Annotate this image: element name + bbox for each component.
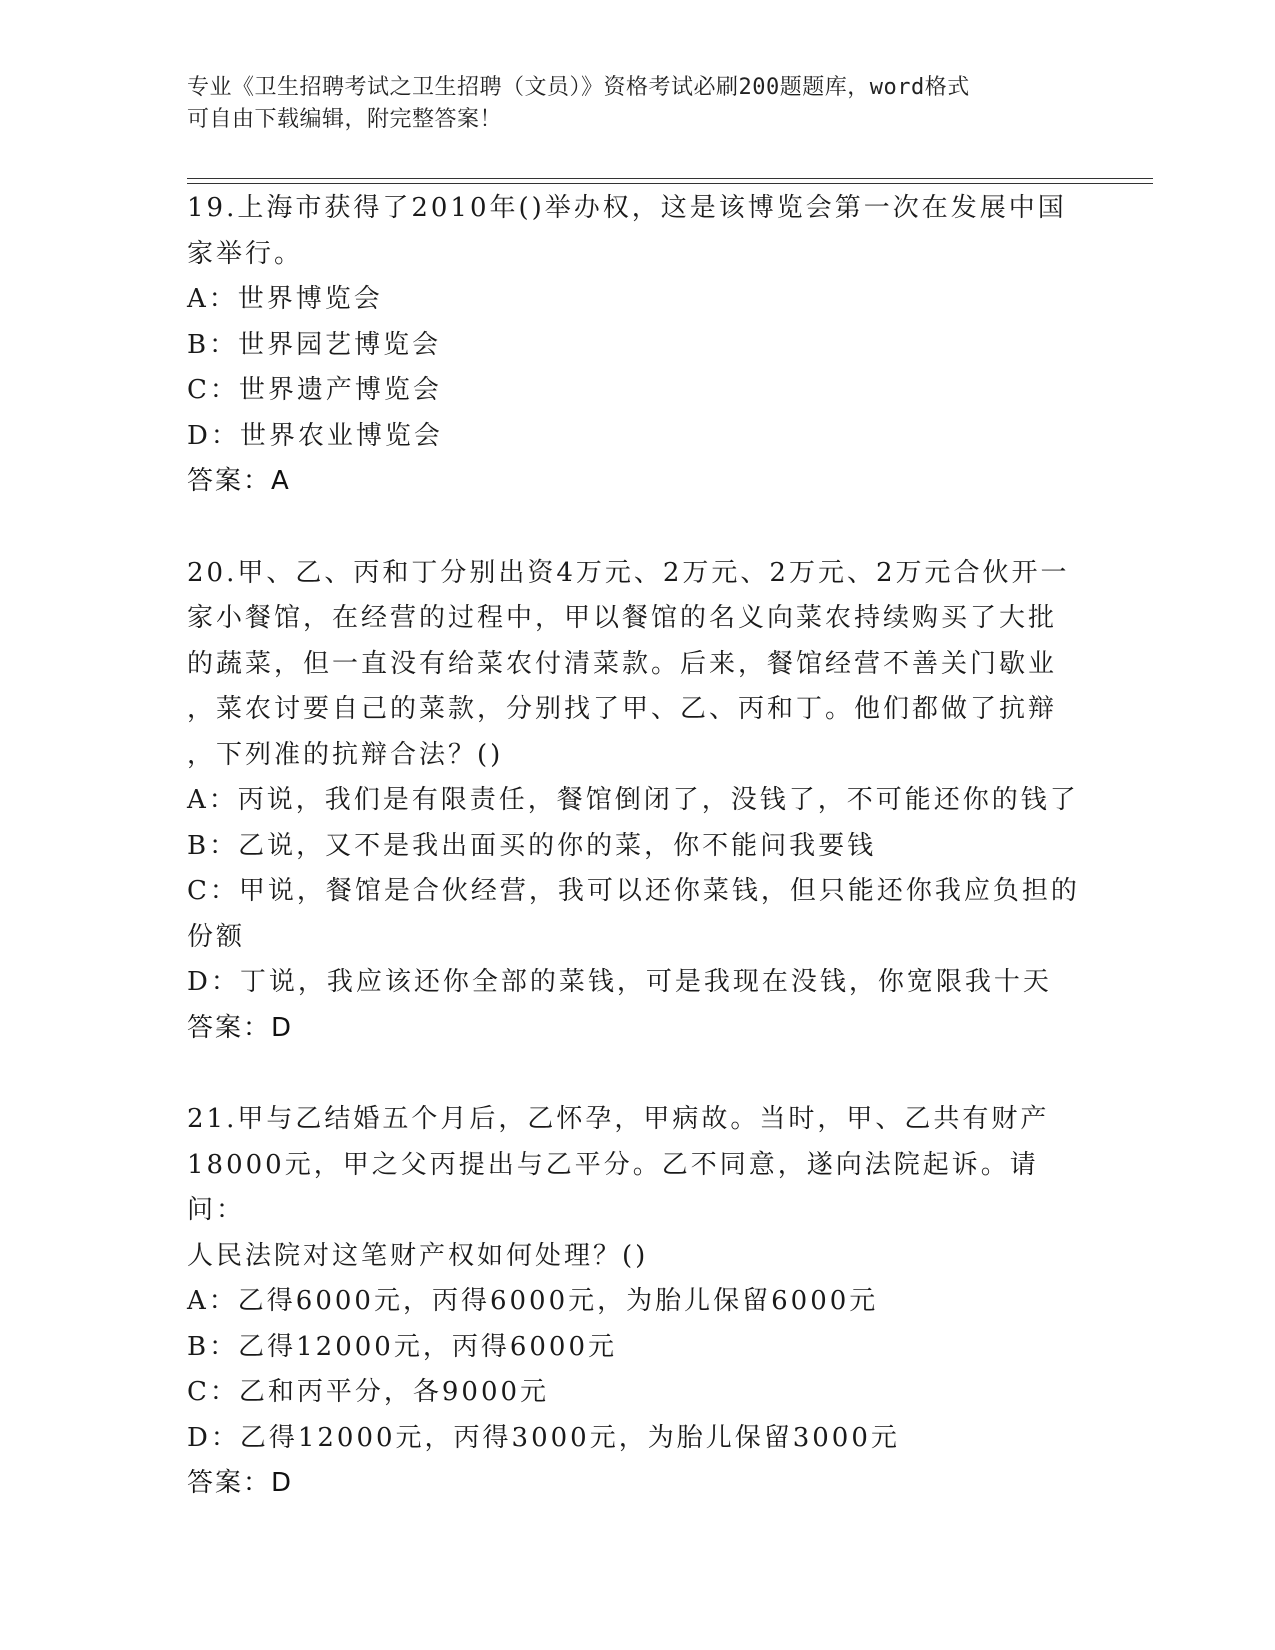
question-19 (187, 186, 1087, 505)
option-c: C：世界遗产博览会 (187, 375, 442, 405)
answer-line: 答案：D (187, 1468, 294, 1498)
question-text-line: 20.甲、乙、丙和丁分别出资4万元、2万元、2万元、2万元合伙开一 (187, 557, 1070, 588)
option-c: C：乙和丙平分，各9000元 (187, 1377, 550, 1407)
option-c: C：甲说，餐馆是合伙经营，我可以还你菜钱，但只能还你我应负担的 (187, 876, 1080, 906)
option-a: A：丙说，我们是有限责任，餐馆倒闭了，没钱了，不可能还你的钱了 (187, 785, 1079, 815)
question-text-line: 19.上海市获得了2010年()举办权，这是该博览会第一次在发展中国 (187, 193, 1067, 223)
option-c-continued: 份额 (187, 921, 246, 952)
header-divider-bottom (187, 183, 1153, 184)
header-line-2: 可自由下载编辑，附完整答案！ (187, 107, 503, 132)
option-b: B：世界园艺博览会 (187, 329, 442, 360)
question-text-line: ，菜农讨要自己的菜款，分别找了甲、乙、丙和丁。他们都做了抗辩 (187, 694, 1058, 724)
question-text-line: 21.甲与乙结婚五个月后，乙怀孕，甲病故。当时，甲、乙共有财产 (187, 1104, 1050, 1134)
option-a: A：乙得6000元，丙得6000元，为胎儿保留6000元 (187, 1286, 879, 1316)
option-d: D：丁说，我应该还你全部的菜钱，可是我现在没钱，你宽限我十天 (187, 967, 1052, 997)
question-text-line: 家举行。 (187, 238, 304, 269)
answer-line: 答案：D (187, 1012, 294, 1043)
option-b: B：乙说，又不是我出面买的你的菜，你不能问我要钱 (187, 830, 877, 861)
page-header (187, 72, 1087, 136)
question-text-line: 人民法院对这笔财产权如何处理？() (187, 1240, 649, 1271)
option-b: B：乙得12000元，丙得6000元 (187, 1331, 617, 1362)
header-divider-top (187, 178, 1153, 179)
option-a: A：世界博览会 (187, 284, 383, 314)
question-list (187, 186, 1087, 1553)
question-20 (187, 551, 1087, 1052)
question-text-line: ，下列准的抗辩合法？() (187, 739, 504, 770)
option-d: D：乙得12000元，丙得3000元，为胎儿保留3000元 (187, 1422, 900, 1453)
option-d: D：世界农业博览会 (187, 420, 443, 451)
question-text-line: 18000元，甲之父丙提出与乙平分。乙不同意，遂向法院起诉。请问： (187, 1149, 1039, 1225)
question-text-line: 的蔬菜，但一直没有给菜农付清菜款。后来，餐馆经营不善关门歇业 (187, 648, 1058, 679)
question-21 (187, 1097, 1087, 1507)
header-line-1: 专业《卫生招聘考试之卫生招聘（文员）》资格考试必刷200题题库，word格式 (187, 75, 970, 100)
question-text-line: 家小餐馆，在经营的过程中，甲以餐馆的名义向菜农持续购买了大批 (187, 603, 1058, 633)
answer-line: 答案：A (187, 466, 291, 496)
